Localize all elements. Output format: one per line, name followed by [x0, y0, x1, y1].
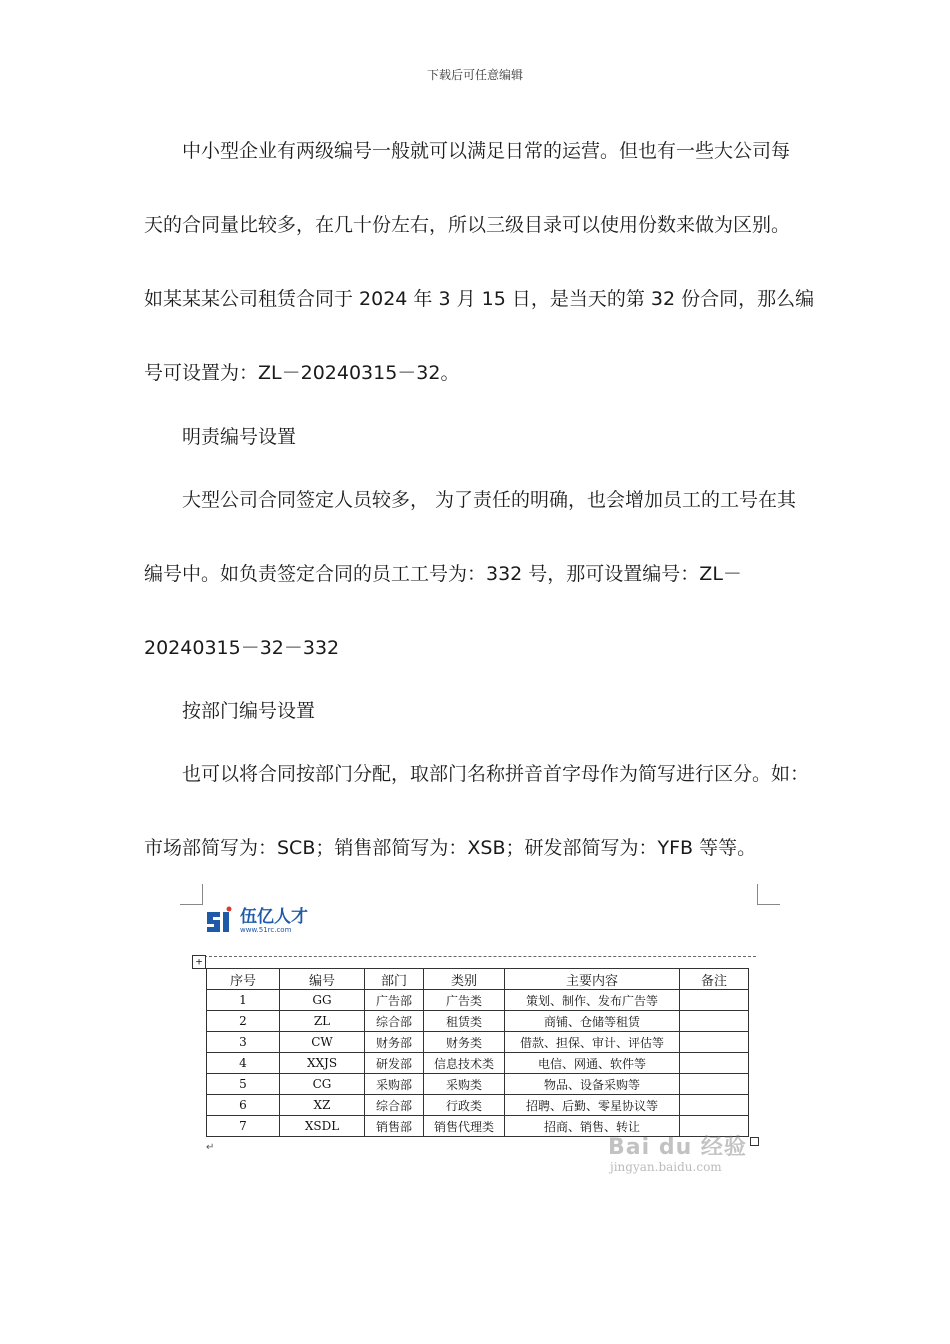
table-row — [207, 1095, 749, 1116]
paragraph-line-8: 也可以将合同按部门分配，取部门名称拼音首字母作为简写进行区分。如： — [182, 763, 810, 785]
table-cell: 采购类 — [424, 1074, 505, 1095]
table-resize-handle[interactable] — [750, 1137, 759, 1146]
table-cell: 6 — [207, 1095, 280, 1116]
table-row — [207, 1053, 749, 1074]
table-row — [207, 1074, 749, 1095]
header-cell: 编号 — [280, 969, 365, 990]
table-cell: 财务类 — [424, 1032, 505, 1053]
table-cell: 招商、销售、转让 — [505, 1116, 680, 1137]
table-cell: 采购部 — [365, 1074, 424, 1095]
table-cell: 综合部 — [365, 1011, 424, 1032]
contract-code-table — [206, 968, 749, 1137]
table-cell: 1 — [207, 990, 280, 1011]
table-cell: 电信、网通、软件等 — [505, 1053, 680, 1074]
table-cell: 3 — [207, 1032, 280, 1053]
embedded-table-screenshot — [180, 884, 780, 1184]
table-header-row — [207, 969, 749, 990]
logo-mark-icon — [204, 906, 234, 936]
section-heading-department: 按部门编号设置 — [182, 700, 316, 722]
header-cell: 主要内容 — [505, 969, 680, 990]
table-cell: 物品、设备采购等 — [505, 1074, 680, 1095]
table-cell: CW — [280, 1032, 365, 1053]
logo-name: 伍亿人才 — [240, 907, 308, 927]
table-cell: 7 — [207, 1116, 280, 1137]
table-cell: 招聘、后勤、零星协议等 — [505, 1095, 680, 1116]
header-cell: 类别 — [424, 969, 505, 990]
table-cell — [680, 1011, 749, 1032]
table-row — [207, 1011, 749, 1032]
table-cell — [680, 1032, 749, 1053]
table-cell: 2 — [207, 1011, 280, 1032]
table-cell: 财务部 — [365, 1032, 424, 1053]
crop-mark-top-right — [757, 884, 780, 905]
table-cell: 行政类 — [424, 1095, 505, 1116]
paragraph-line-1: 中小型企业有两级编号一般就可以满足日常的运营。但也有一些大公司每 — [182, 140, 791, 162]
table-cell: 策划、制作、发布广告等 — [505, 990, 680, 1011]
paragraph-line-7: 20240315－32－332 — [144, 637, 340, 659]
table-cell — [680, 1095, 749, 1116]
table-cell: XZ — [280, 1095, 365, 1116]
table-cell — [680, 1053, 749, 1074]
company-logo — [204, 906, 308, 936]
header-cell: 备注 — [680, 969, 749, 990]
logo-url: www.51rc.com — [240, 926, 292, 934]
table-cell: XSDL — [280, 1116, 365, 1137]
paragraph-line-3: 如某某某公司租赁合同于 2024 年 3 月 15 日，是当天的第 32 份合同，那么编 — [144, 288, 815, 310]
header-cell: 序号 — [207, 969, 280, 990]
table-move-handle-icon[interactable]: + — [192, 955, 206, 969]
table-cell: ZL — [280, 1011, 365, 1032]
table-cell: 销售部 — [365, 1116, 424, 1137]
table-cell: 综合部 — [365, 1095, 424, 1116]
paragraph-line-4: 号可设置为：ZL－20240315－32。 — [144, 362, 460, 384]
table-cell — [680, 990, 749, 1011]
paragraph-mark-icon: ↵ — [206, 1142, 215, 1153]
table-cell: 商铺、仓储等租赁 — [505, 1011, 680, 1032]
table-row — [207, 990, 749, 1011]
table-cell: 研发部 — [365, 1053, 424, 1074]
baidu-watermark-url: jingyan.baidu.com — [610, 1160, 722, 1174]
header-cell: 部门 — [365, 969, 424, 990]
table-cell: 广告部 — [365, 990, 424, 1011]
paragraph-line-5: 大型公司合同签定人员较多， 为了责任的明确，也会增加员工的工号在其 — [182, 489, 797, 511]
table-cell: 5 — [207, 1074, 280, 1095]
table-cell: CG — [280, 1074, 365, 1095]
page-header-note: 下载后可任意编辑 — [426, 68, 523, 82]
table-cell: 4 — [207, 1053, 280, 1074]
table-cell: 租赁类 — [424, 1011, 505, 1032]
paragraph-line-2: 天的合同量比较多，在几十份左右，所以三级目录可以使用份数来做为区别。 — [144, 214, 791, 236]
table-cell: 销售代理类 — [424, 1116, 505, 1137]
paragraph-line-6: 编号中。如负责签定合同的员工工号为：332 号，那可设置编号：ZL－ — [144, 563, 742, 585]
table-cell — [680, 1074, 749, 1095]
crop-mark-top-left — [180, 884, 203, 905]
section-heading-accountability: 明责编号设置 — [182, 426, 297, 448]
table-row — [207, 1032, 749, 1053]
paragraph-line-9: 市场部简写为：SCB；销售部简写为：XSB；研发部简写为：YFB 等等。 — [144, 837, 757, 859]
table-cell: 借款、担保、审计、评估等 — [505, 1032, 680, 1053]
dashed-separator — [204, 956, 756, 957]
table-cell: GG — [280, 990, 365, 1011]
table-cell: 广告类 — [424, 990, 505, 1011]
table-cell: 信息技术类 — [424, 1053, 505, 1074]
table-cell: XXJS — [280, 1053, 365, 1074]
baidu-watermark: Bai du 经验 — [608, 1135, 747, 1160]
